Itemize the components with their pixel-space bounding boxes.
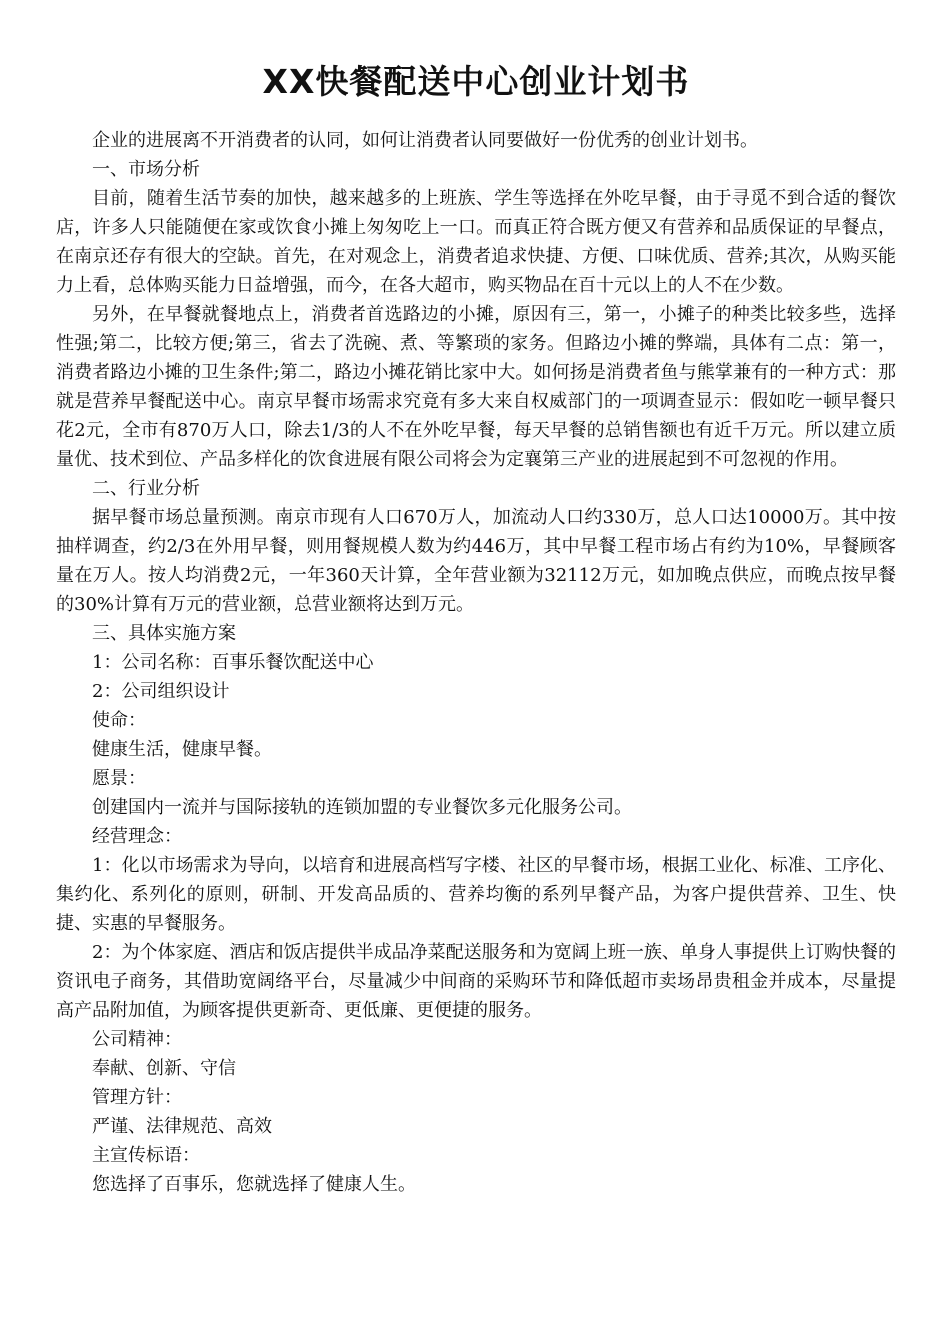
list-item: 2：公司组织设计	[92, 681, 230, 702]
label-line: 公司精神：	[92, 1029, 182, 1050]
label-line: 经营理念：	[92, 826, 182, 847]
paragraph: 1：化以市场需求为导向，以培育和进展高档写字楼、社区的早餐市场，根据工业化、标准、工序化、集约化、系列化的原则，研制、开发高品质的、营养均衡的系列早餐产品，为客户提供营养、卫生、快捷、实惠的早餐服务。	[56, 855, 896, 934]
document-body	[56, 126, 896, 1199]
value-line: 创建国内一流并与国际接轨的连锁加盟的专业餐饮多元化服务公司。	[92, 797, 632, 818]
value-line: 您选择了百事乐，您就选择了健康人生。	[92, 1174, 416, 1195]
paragraph: 另外，在早餐就餐地点上，消费者首选路边的小摊，原因有三，第一，小摊子的种类比较多些，选择性强;第二，比较方便;第三，省去了洗碗、煮、等繁琐的家务。但路边小摊的弊端，具体有二点：第一，消费者路边小摊的卫生条件;第二，路边小摊花销比家中大。如何扬是消费者鱼与熊掌兼有的一种方式：那就是营养早餐配送中心。南京早餐市场需求究竟有多大来自权威部门的一项调查显示：假如吃一顿早餐只花2元，全市有870万人口，除去1/3的人不在外吃早餐，每天早餐的总销售额也有近千万元。所以建立质量优、技术到位、产品多样化的饮食进展有限公司将会为定襄第三产业的进展起到不可忽视的作用。	[56, 304, 896, 470]
value-line: 严谨、法律规范、高效	[92, 1116, 272, 1137]
intro-paragraph: 企业的进展离不开消费者的认同，如何让消费者认同要做好一份优秀的创业计划书。	[92, 130, 758, 151]
value-line: 奉献、创新、守信	[92, 1058, 236, 1079]
label-line: 管理方针：	[92, 1087, 182, 1108]
list-item: 1：公司名称：百事乐餐饮配送中心	[92, 652, 374, 673]
paragraph: 据早餐市场总量预测。南京市现有人口670万人，加流动人口约330万，总人口达10000万。其中按抽样调查，约2/3在外用早餐，则用餐规模人数为约446万，其中早餐工程市场占有约为10%，早餐顾客量在万人。按人均消费2元，一年360天计算，全年营业额为32112万元，如加晚点供应，而晚点按早餐的30%计算有万元的营业额，总营业额将达到万元。	[56, 507, 896, 615]
paragraph: 目前，随着生活节奏的加快，越来越多的上班族、学生等选择在外吃早餐，由于寻觅不到合适的餐饮店，许多人只能随便在家或饮食小摊上匆匆吃上一口。而真正符合既方便又有营养和品质保证的早餐点，在南京还存有很大的空缺。首先，在对观念上，消费者追求快捷、方便、口味优质、营养;其次，从购买能力上看，总体购买能力日益增强，而今，在各大超市，购买物品在百十元以上的人不在少数。	[56, 188, 896, 296]
paragraph: 2：为个体家庭、酒店和饭店提供半成品净菜配送服务和为宽阔上班一族、单身人事提供上订购快餐的资讯电子商务，其借助宽阔络平台，尽量减少中间商的采购环节和降低超市卖场昂贵租金并成本，尽量提高产品附加值，为顾客提供更新奇、更低廉、更便捷的服务。	[56, 942, 896, 1021]
label-line: 愿景：	[92, 768, 146, 789]
label-line: 主宣传标语：	[92, 1145, 200, 1166]
section-heading-plan: 三、具体实施方案	[92, 623, 236, 644]
label-line: 使命：	[92, 710, 146, 731]
document-title: XX快餐配送中心创业计划书	[262, 62, 690, 101]
value-line: 健康生活，健康早餐。	[92, 739, 272, 760]
section-heading-industry: 二、行业分析	[92, 478, 200, 499]
section-heading-market: 一、市场分析	[92, 159, 200, 180]
